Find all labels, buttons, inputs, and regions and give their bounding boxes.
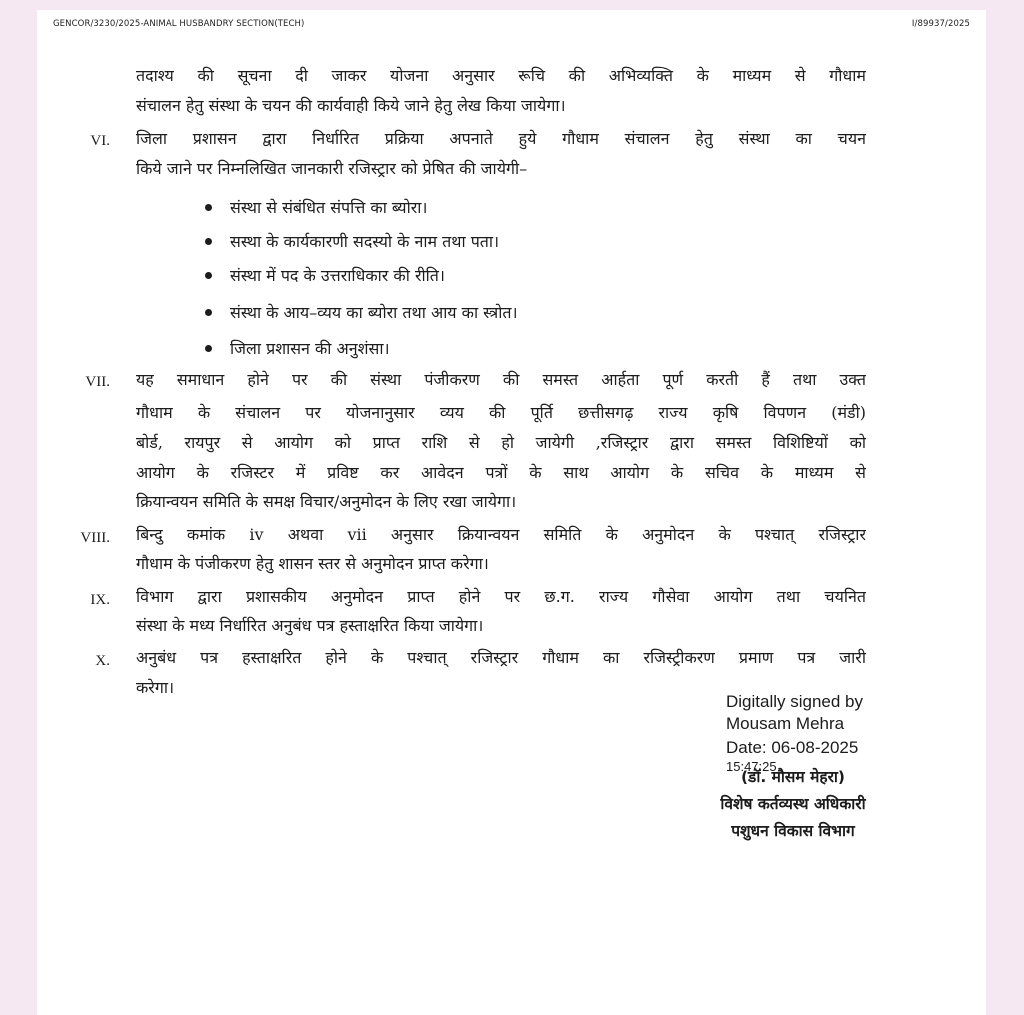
document-number: I/89937/2025	[911, 19, 970, 29]
point-line: करेगा।	[136, 678, 175, 697]
list-item-text: जिला प्रशासन की अनुशंसा।	[230, 339, 390, 358]
signature-line: Digitally signed by	[726, 692, 864, 711]
list-item	[230, 264, 445, 288]
point-line: जिला प्रशासन द्वारा निर्धारित प्रक्रिया अपनाते हुये गौधाम संचालन हेतु संस्था का चयन	[136, 129, 866, 148]
point-line: बिन्दु कमांक iv अथवा vii अनुसार क्रियान्वयन समिति के अनुमोदन के पश्चात् रजिस्ट्रार	[136, 525, 866, 544]
signer-name: Mousam Mehra	[726, 714, 845, 733]
bullet-dot	[205, 309, 212, 316]
point-line: गौधाम के पंजीकरण हेतु शासन स्तर से अनुमोदन प्राप्त करेगा।	[136, 554, 489, 573]
intro-line: तदाश्य की सूचना दी जाकर योजना अनुसार रूचि की अभिव्यक्ति के माध्यम से गौधाम	[136, 66, 866, 85]
bullet-dot	[205, 345, 212, 352]
list-item-text: संस्था के आय–व्यय का ब्योरा तथा आय का स्त्रोत।	[230, 303, 518, 322]
officer-name: (डॉ. मौसम मेहरा)	[740, 768, 846, 786]
point-number: X.	[95, 653, 110, 669]
list-item	[230, 196, 427, 220]
list-item	[230, 337, 390, 361]
point-line: अनुबंध पत्र हस्ताक्षरित होने के पश्चात् रजिस्ट्रार गौधाम का रजिस्ट्रीकरण प्रमाण पत्र जारी	[136, 648, 866, 667]
list-item-text: संस्था से संबंधित संपत्ति का ब्योरा।	[230, 198, 428, 217]
point-line: आयोग के रजिस्टर में प्रविष्ट कर आवेदन पत्रों के साथ आयोग के सचिव के माध्यम से	[136, 463, 866, 482]
list-item	[230, 301, 518, 325]
bullet-dot	[205, 272, 212, 279]
officer-department: पशुधन विकास विभाग	[731, 822, 855, 840]
point-number: VIII.	[80, 530, 110, 546]
point-line: यह समाधान होने पर की संस्था पंजीकरण की समस्त आर्हता पूर्ण करती हैं तथा उक्त	[136, 370, 866, 389]
bullet-dot	[205, 238, 212, 245]
point-number: VI.	[90, 133, 110, 149]
intro-line: संचालन हेतु संस्था के चयन की कार्यवाही किये जाने हेतु लेख किया जायेगा।	[136, 96, 566, 115]
list-item	[230, 230, 499, 254]
point-line: संस्था के मध्य निर्धारित अनुबंध पत्र हस्ताक्षरित किया जायेगा।	[136, 616, 484, 635]
point-line: बोर्ड, रायपुर से आयोग को प्राप्त राशि से हो जायेगी ,रजिस्ट्रार द्वारा समस्त विशिष्टियों को	[136, 433, 866, 452]
file-reference: GENCOR/3230/2025-ANIMAL HUSBANDRY SECTION(TECH)	[53, 19, 305, 29]
list-item-text: सस्था के कार्यकारणी सदस्यो के नाम तथा पता।	[230, 232, 500, 251]
point-line: किये जाने पर निम्नलिखित जानकारी रजिस्ट्रार को प्रेषित की जायेगी–	[136, 159, 528, 178]
point-line: विभाग द्वारा प्रशासकीय अनुमोदन प्राप्त होने पर छ.ग. राज्य गौसेवा आयोग तथा चयनित	[136, 587, 866, 606]
point-line: गौधाम के संचालन पर योजनानुसार व्यय की पूर्ति छत्तीसगढ़ राज्य कृषि विपणन (मंडी)	[136, 403, 866, 422]
point-number: IX.	[90, 592, 110, 608]
list-item-text: संस्था में पद के उत्तराधिकार की रीति।	[230, 266, 445, 285]
signature-time: 15:47:25	[726, 759, 777, 774]
officer-designation: विशेष कर्तव्यस्थ अधिकारी	[720, 795, 866, 813]
point-number: VII.	[85, 374, 110, 390]
bullet-dot	[205, 204, 212, 211]
signature-date: Date: 06-08-2025	[726, 738, 859, 757]
point-line: क्रियान्वयन समिति के समक्ष विचार/अनुमोदन के लिए रखा जायेगा।	[136, 492, 517, 511]
